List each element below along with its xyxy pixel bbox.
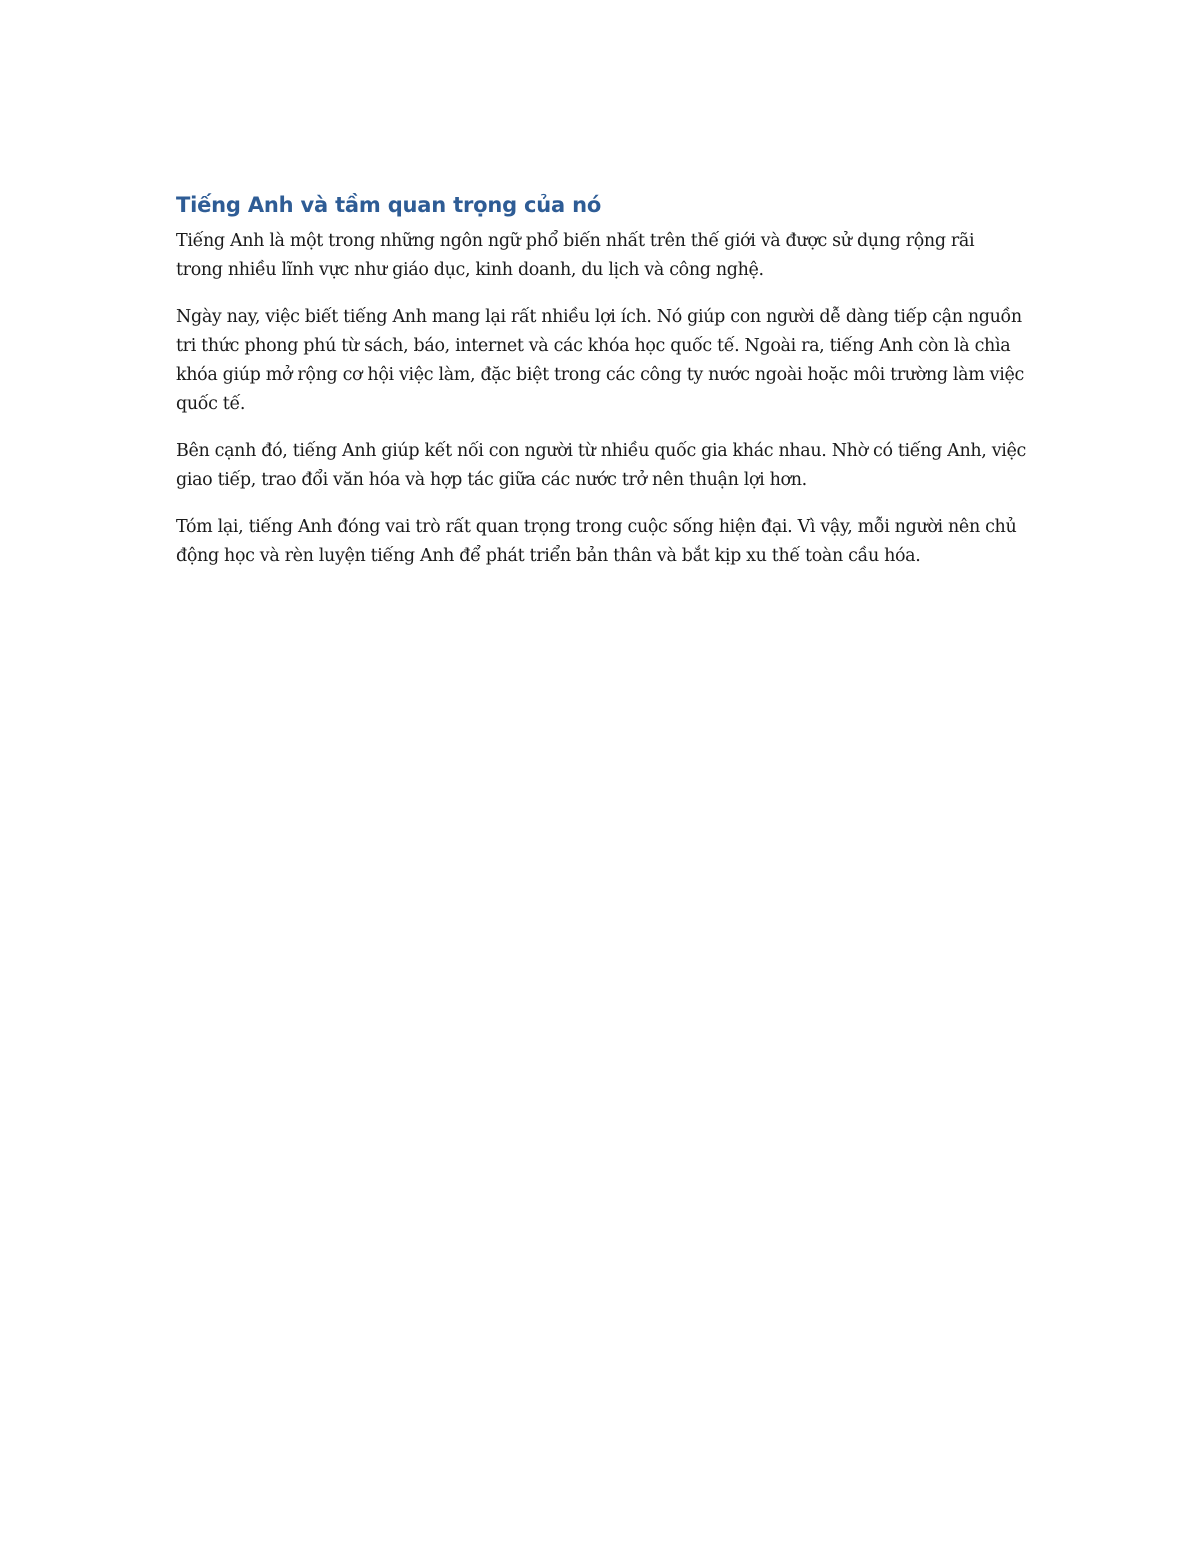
document-body	[176, 190, 1026, 589]
document-heading: Tiếng Anh và tầm quan trọng của nó	[176, 193, 602, 217]
paragraph-conclusion: Tóm lại, tiếng Anh đóng vai trò rất quan trọng trong cuộc sống hiện đại. Vì vậy, mỗi người nên chủ động học và rèn luyện tiếng Anh để phát triển bản thân và bắt kịp xu thế toàn cầu hóa.	[176, 517, 1017, 566]
paragraph-benefits: Ngày nay, việc biết tiếng Anh mang lại rất nhiều lợi ích. Nó giúp con người dễ dàng tiếp cận nguồn tri thức phong phú từ sách, báo, internet và các khóa học quốc tế. Ngoài ra, tiếng Anh còn là chìa khóa giúp mở rộng cơ hội việc làm, đặc biệt trong các công ty nước ngoài hoặc môi trường làm việc quốc tế.	[176, 307, 1024, 414]
paragraph-connection: Bên cạnh đó, tiếng Anh giúp kết nối con người từ nhiều quốc gia khác nhau. Nhờ có tiếng Anh, việc giao tiếp, trao đổi văn hóa và hợp tác giữa các nước trở nên thuận lợi hơn.	[176, 441, 1026, 490]
paragraph-intro: Tiếng Anh là một trong những ngôn ngữ phổ biến nhất trên thế giới và được sử dụng rộng rãi trong nhiều lĩnh vực như giáo dục, kinh doanh, du lịch và công nghệ.	[176, 231, 975, 280]
